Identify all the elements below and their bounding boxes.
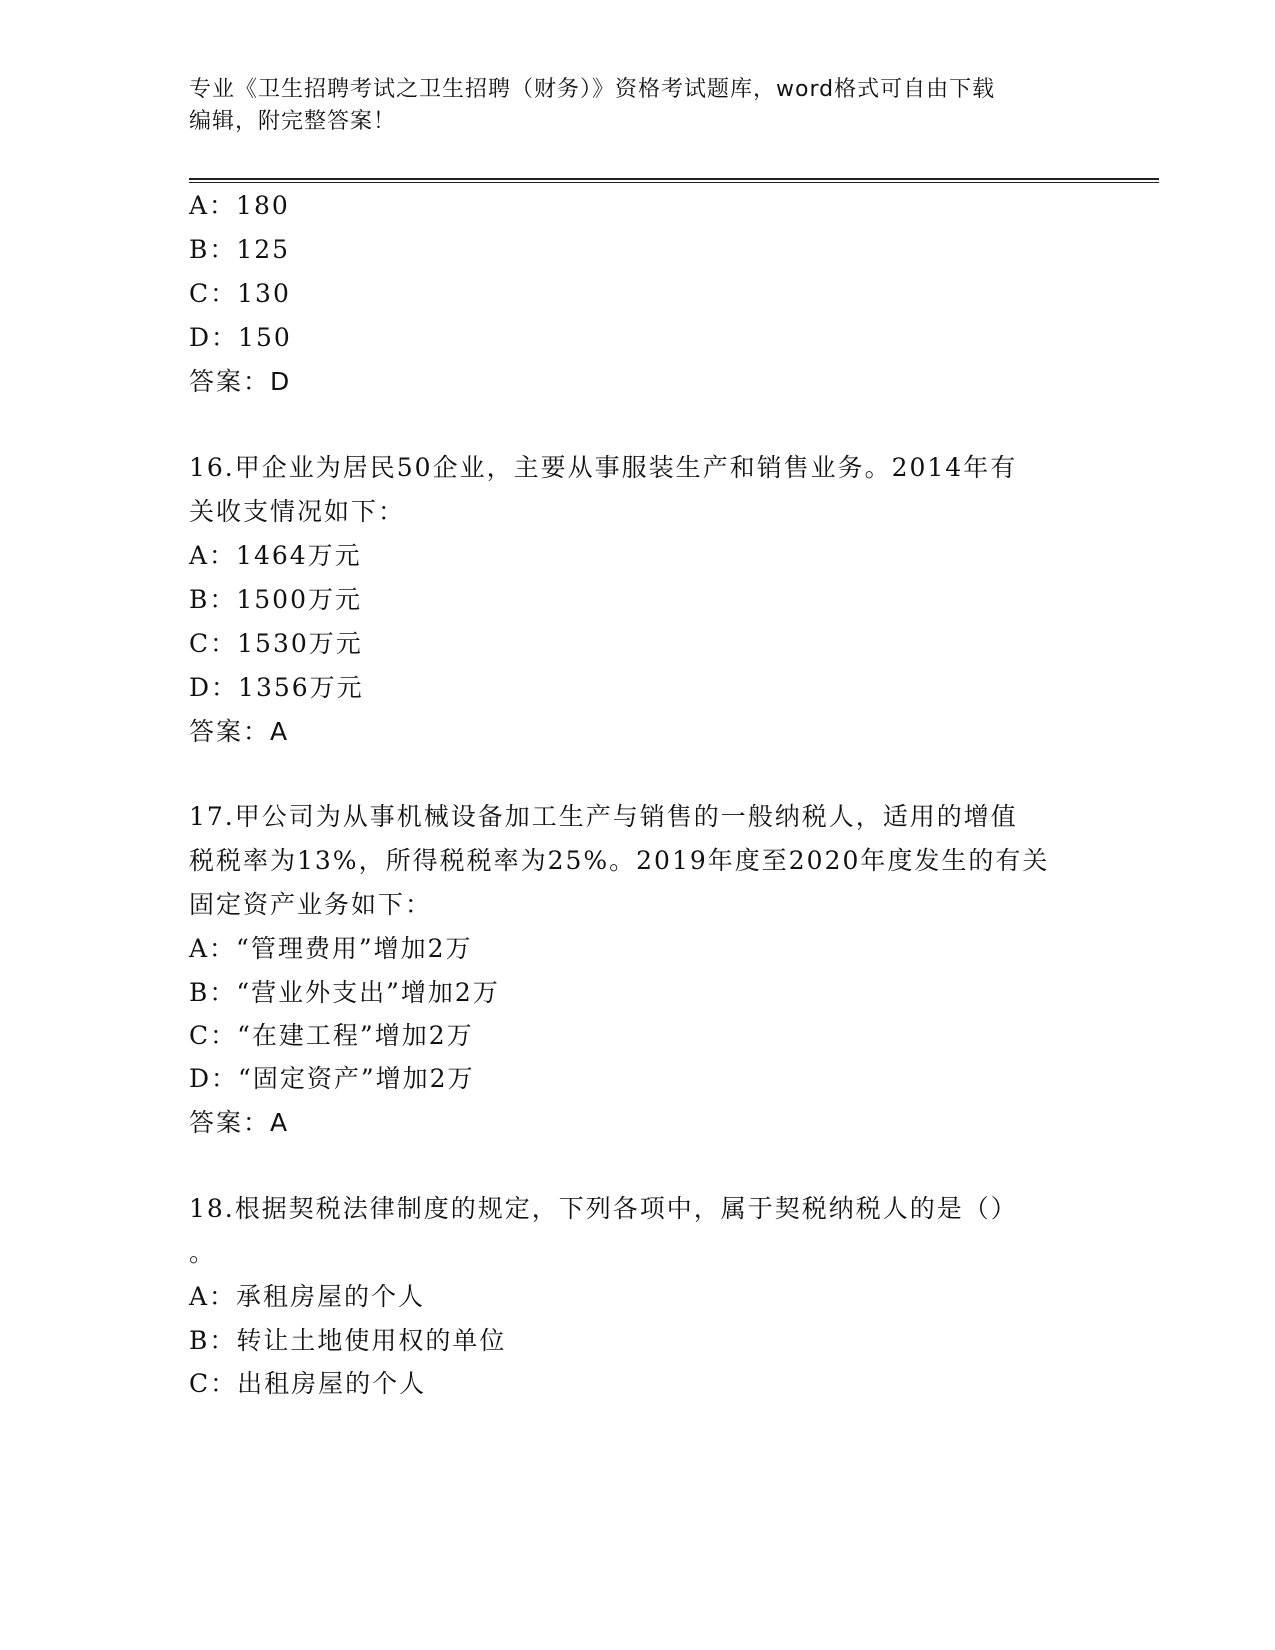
q17-option-d: D：“固定资产”增加2万	[189, 1064, 475, 1093]
header-line-1: 专业《卫生招聘考试之卫生招聘（财务）》资格考试题库，word格式可自由下载	[189, 77, 996, 102]
q15-option-d: D：150	[189, 323, 292, 352]
q17-option-c: C：“在建工程”增加2万	[189, 1021, 474, 1050]
q18-option-c: C：出租房屋的个人	[189, 1369, 427, 1398]
q17-stem-line-2: 税税率为13%，所得税税率为25%。2019年度至2020年度发生的有关	[189, 846, 1050, 875]
q15-answer: 答案：D	[189, 367, 292, 396]
q18-stem-line-1: 18.根据契税法律制度的规定，下列各项中，属于契税纳税人的是（）	[189, 1194, 1018, 1223]
q18-option-b: B：转让土地使用权的单位	[189, 1326, 507, 1355]
q18-stem-line-2: 。	[189, 1238, 217, 1267]
q17-answer: 答案：A	[189, 1108, 290, 1137]
q16-option-a: A：1464万元	[189, 541, 362, 570]
header-divider	[189, 178, 1159, 183]
q16-option-b: B：1500万元	[189, 585, 362, 614]
q16-stem-line-1: 16.甲企业为居民50企业，主要从事服装生产和销售业务。2014年有	[189, 453, 1018, 482]
q16-option-c: C：1530万元	[189, 629, 363, 658]
q16-answer: 答案：A	[189, 717, 290, 746]
q17-stem-line-1: 17.甲公司为从事机械设备加工生产与销售的一般纳税人，适用的增值	[189, 802, 1018, 831]
q15-option-c: C：130	[189, 279, 291, 308]
q17-stem-line-3: 固定资产业务如下：	[189, 890, 433, 919]
q17-option-b: B：“营业外支出”增加2万	[189, 978, 500, 1007]
document-header	[189, 74, 1069, 138]
q18-option-a: A：承租房屋的个人	[189, 1282, 426, 1311]
q17-option-a: A：“管理费用”增加2万	[189, 934, 473, 963]
q15-option-b: B：125	[189, 235, 291, 264]
q15-option-a: A：180	[189, 191, 290, 220]
q16-stem-line-2: 关收支情况如下：	[189, 497, 406, 526]
header-line-2: 编辑，附完整答案！	[189, 109, 397, 134]
q16-option-d: D：1356万元	[189, 673, 364, 702]
